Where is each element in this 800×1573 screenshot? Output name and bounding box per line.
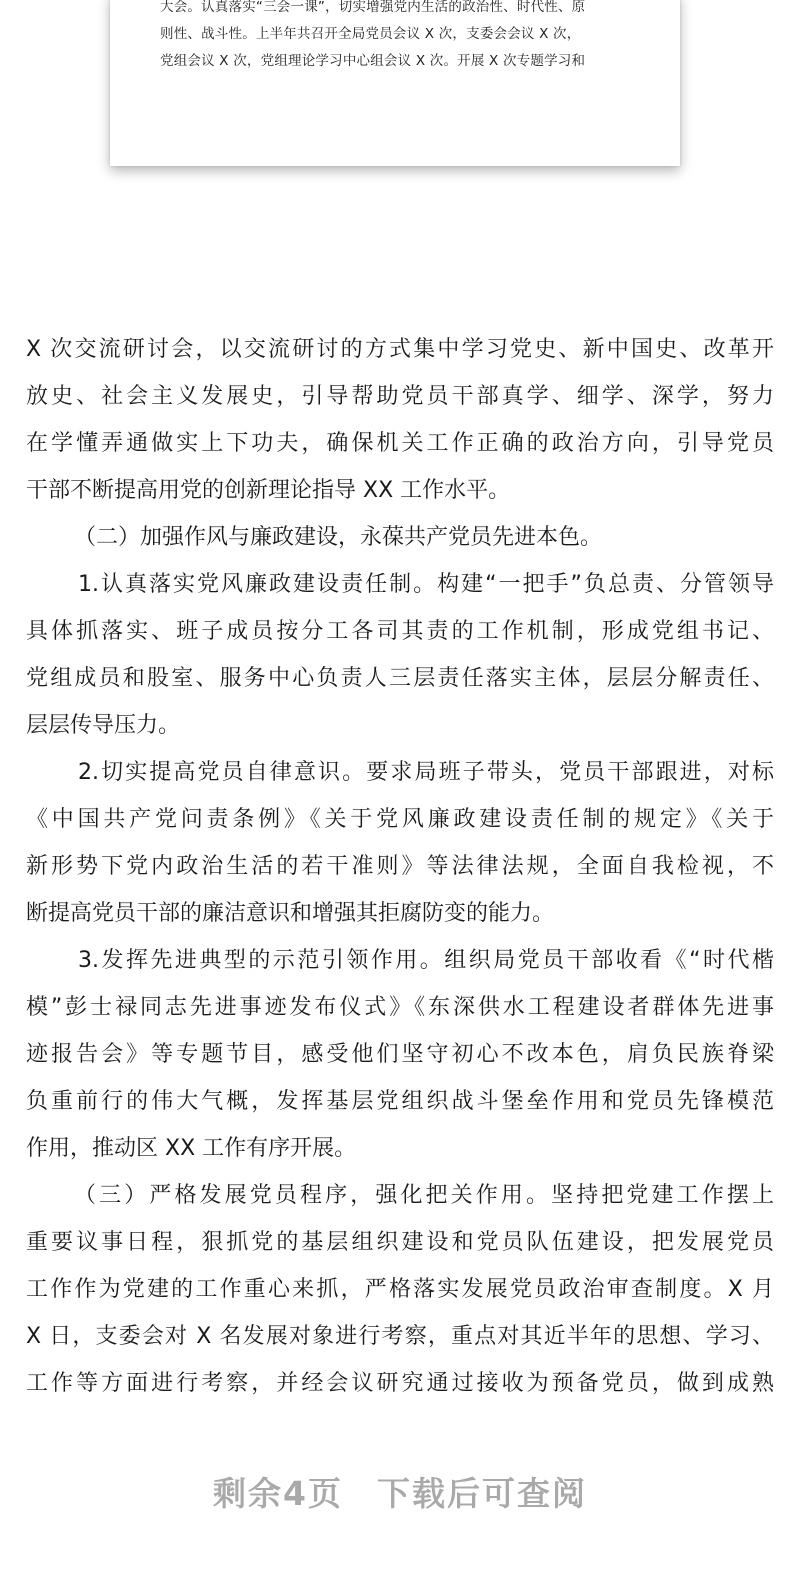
- text-line: 党组成员和股室、服务中心负责人三层责任落实主体，层层分解责任、: [26, 666, 774, 691]
- text-line: 1.认真落实党风廉政建设责任制。构建“一把手”负总责、分管领导: [78, 572, 774, 597]
- document-body: [26, 326, 774, 1407]
- text-line: X 次交流研讨会，以交流研讨的方式集中学习党史、新中国史、改革开: [26, 337, 774, 362]
- list-item-2: [26, 749, 774, 937]
- remaining-pages-label: 剩余4页: [213, 1474, 343, 1513]
- list-item-1: [26, 561, 774, 749]
- text-line: 2.切实提高党员自律意识。要求局班子带头，党员干部跟进，对标: [78, 760, 774, 785]
- text-line: 负重前行的伟大气概，发挥基层党组织战斗堡垒作用和党员先锋模范: [26, 1089, 774, 1114]
- download-to-view-label: 下载后可查阅: [376, 1474, 587, 1513]
- text-line: 工作等方面进行考察，并经会议研究通过接收为预备党员，做到成熟: [26, 1371, 774, 1396]
- text-line: 重要议事日程，狠抓党的基层组织建设和党员队伍建设，把发展党员: [26, 1230, 774, 1255]
- text-line: 迹报告会》等专题节目，感受他们坚守初心不改本色，肩负民族脊梁: [26, 1042, 774, 1067]
- preview-line: 则性、战斗性。上半年共召开全局党员会议 X 次，支委会会议 X 次，: [160, 26, 581, 42]
- text-line: 3.发挥先进典型的示范引领作用。组织局党员干部收看《“时代楷: [78, 948, 774, 973]
- preview-line: 大会。认真落实“三会一课”，切实增强党内生活的政治性、时代性、原: [160, 0, 586, 15]
- text-line: 干部不断提高用党的创新理论指导 XX 工作水平。: [26, 478, 511, 503]
- text-line: 《中国共产党问责条例》《关于党风廉政建设责任制的规定》《关于: [26, 807, 774, 832]
- text-line: 层层传导压力。: [26, 713, 181, 738]
- download-prompt[interactable]: [0, 1468, 800, 1515]
- list-item-3: [26, 937, 774, 1172]
- section-3: [26, 1172, 774, 1407]
- text-line: 断提高党员干部的廉洁意识和增强其拒腐防变的能力。: [26, 901, 555, 926]
- text-line: 具体抓落实、班子成员按分工各司其责的工作机制，形成党组书记、: [26, 619, 774, 644]
- text-line: 作用，推动区 XX 工作有序开展。: [26, 1136, 357, 1161]
- preview-text: [160, 0, 640, 75]
- text-line: 模”彭士禄同志先进事迹发布仪式》《东深供水工程建设者群体先进事: [26, 995, 774, 1020]
- section-heading-2: （二）加强作风与廉政建设，永葆共产党员先进本色。: [74, 525, 603, 550]
- text-line: 在学懂弄通做实上下功夫，确保机关工作正确的政治方向，引导党员: [26, 431, 774, 456]
- text-line: 放史、社会主义发展史，引导帮助党员干部真学、细学、深学，努力: [26, 384, 774, 409]
- text-line: 新形势下党内政治生活的若干准则》等法律法规，全面自我检视，不: [26, 854, 774, 879]
- paragraph-1: [26, 326, 774, 514]
- preview-page-card: [110, 0, 680, 166]
- text-line: 工作作为党建的工作重心来抓，严格落实发展党员政治审查制度。X 月: [26, 1277, 774, 1302]
- text-line: X 日，支委会对 X 名发展对象进行考察，重点对其近半年的思想、学习、: [26, 1324, 774, 1349]
- preview-line: 党组会议 X 次，党组理论学习中心组会议 X 次。开展 X 次专题学习和: [160, 53, 586, 69]
- text-line: （三）严格发展党员程序，强化把关作用。坚持把党建工作摆上: [74, 1183, 774, 1208]
